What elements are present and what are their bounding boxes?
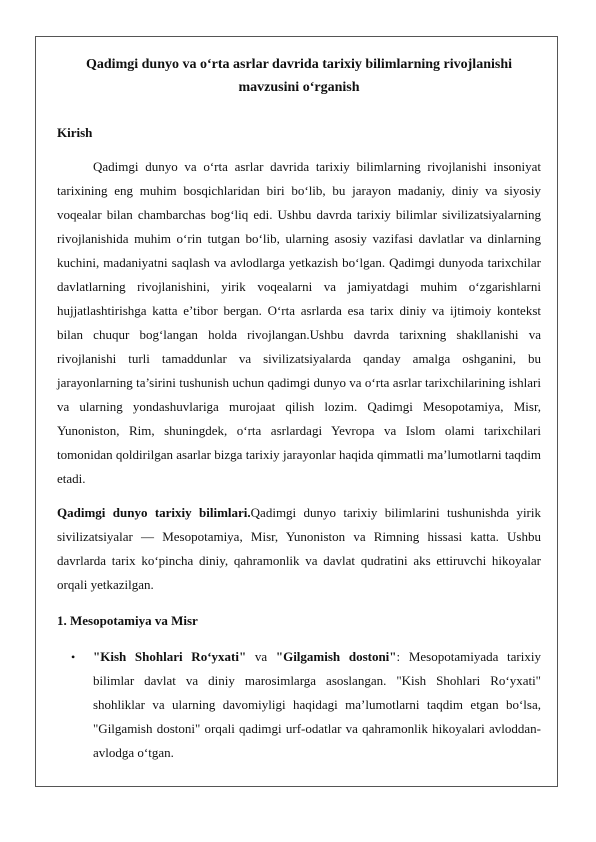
intro-heading: Kirish	[57, 125, 93, 140]
bullet-list	[57, 645, 541, 765]
bullet-bold-gilgamish: "Gilgamish dostoni"	[275, 649, 397, 664]
section-heading-mesopotamia: 1. Mesopotamiya va Misr	[57, 613, 198, 628]
document-title: Qadimgi dunyo va o‘rta asrlar davrida tarixiy bilimlarning rivojlanishi mavzusini o‘rganish	[86, 57, 512, 95]
bullet-bold-kish: "Kish Shohlari Ro‘yxati"	[93, 649, 247, 664]
document-body	[57, 50, 541, 765]
ancient-history-text: Qadimgi dunyo tarixiy bilimlarini tushunishda yirik sivilizatsiyalar — Mesopotamiya, Misr, Yunoniston va Rimning hissasi katta. Ushbu davrlarda tarix ko‘pincha diniy, qahramonlik va davlat qudratini aks ettiruvchi hikoyalar orqali yetkazilgan.	[57, 505, 542, 592]
ancient-history-paragraph	[57, 501, 541, 597]
bullet-text: : Mesopotamiyada tarixiy bilimlar davlat va diniy marosimlarga asoslangan. "Kish Shohlari Ro‘yxati" shohliklar va ularning davomiyligi haqidagi ma’lumotlarni taqdim etgan bo‘lsa, "Gilgamish dostoni" orqali qadimgi urf-odatlar va qahramonlik hikoyalari avloddan-avlodga o‘tgan.	[93, 649, 541, 760]
intro-paragraph: Qadimgi dunyo va o‘rta asrlar davrida tarixiy bilimlarning rivojlanishi insoniyat tarixining eng muhim bosqichlaridan biri bo‘lib, bu jarayon madaniy, diniy va siyosiy voqealar bilan chambarchas bog‘liq edi. Ushbu davrda tarixiy bilimlar sivilizatsiyalarning rivojlanishida muhim o‘rin tutgan bo‘lib, ularning asosiy vazifasi davlatlar va dinlarning kuchini, madaniyatni saqlash va avlodlarga yetkazish bo‘lgan. Qadimgi dunyoda tarixchilar davlatlarning rivojlanishini, yirik voqealarni va jamiyatdagi muhim o‘zgarishlarni hujjatlashtirishga katta e’tibor bergan. O‘rta asrlarda esa tarix diniy va ijtimoiy kontekst bilan chuqur bog‘langan holda rivojlangan.Ushbu davrda tarixning shakllanishi va rivojlanishi turli tamaddunlar va sivilizatsiyalarda qanday amalga oshganini, bu jarayonlarning ta’sirini tushunish uchun qadimgi dunyo va o‘rta asrlar tarixchilarining ishlari va ularning yondashuvlariga murojaat qilish lozim. Qadimgi Mesopotamiya, Misr, Yunoniston, Rim, shuningdek, o‘rta asrlardagi Yevropa va Islom olami tarixchilari tomonidan qoldirilgan asarlar bizga tarixiy jarayonlar haqida qimmatli ma’lumotlarni taqdim etadi.	[57, 159, 541, 486]
bullet-connector: va	[246, 649, 276, 664]
bullet-icon: •	[71, 650, 76, 664]
list-item	[57, 645, 541, 765]
ancient-history-lead: Qadimgi dunyo tarixiy bilimlari.	[57, 505, 251, 520]
